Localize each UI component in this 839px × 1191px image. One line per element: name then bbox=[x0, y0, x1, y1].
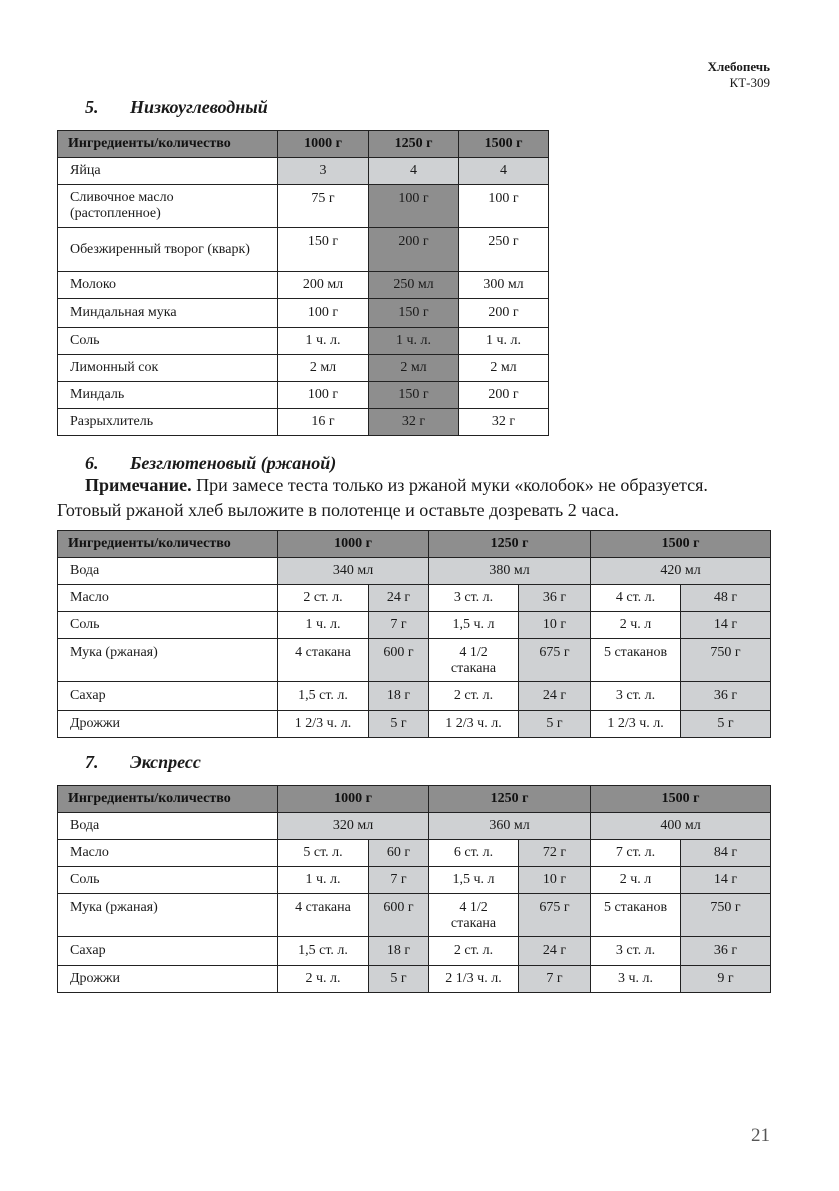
cell-value: 10 г bbox=[519, 867, 591, 894]
cell-value: 7 ст. л. bbox=[591, 840, 681, 867]
cell-value: 200 г bbox=[369, 228, 459, 272]
col-header-1000: 1000 г bbox=[278, 531, 429, 558]
ingredient-name: Молоко bbox=[58, 272, 278, 299]
table-row bbox=[58, 158, 549, 185]
ingredient-name: Соль bbox=[58, 867, 278, 894]
cell-value: 2 ст. л. bbox=[429, 682, 519, 711]
note-text-1: При замесе теста только из ржаной муки «колобок» не образуется. bbox=[191, 475, 708, 495]
ingredient-name: Миндаль bbox=[58, 382, 278, 409]
table-row bbox=[58, 937, 771, 966]
col-header-1500: 1500 г bbox=[591, 786, 771, 813]
cell-value: 18 г bbox=[369, 937, 429, 966]
cell-value: 750 г bbox=[681, 894, 771, 937]
cell-value: 1 ч. л. bbox=[459, 328, 549, 355]
ingredient-name: Соль bbox=[58, 328, 278, 355]
table-row bbox=[58, 840, 771, 867]
note-line-1 bbox=[57, 473, 773, 498]
cell-value: 36 г bbox=[681, 937, 771, 966]
table-row bbox=[58, 328, 549, 355]
cell-value: 4 стакана bbox=[278, 639, 369, 682]
cell-value: 24 г bbox=[369, 585, 429, 612]
cell-value: 4 bbox=[459, 158, 549, 185]
cell-value: 5 г bbox=[369, 966, 429, 993]
section-6-note bbox=[57, 473, 773, 523]
cell-value: 100 г bbox=[459, 185, 549, 228]
cell-value: 2 ч. л bbox=[591, 867, 681, 894]
cell-value: 6 ст. л. bbox=[429, 840, 519, 867]
section-7-title bbox=[85, 752, 201, 773]
section-5-name: Низкоуглеводный bbox=[130, 97, 268, 117]
cell-value: 1 ч. л. bbox=[369, 328, 459, 355]
cell-value: 4 1/2 стакана bbox=[429, 894, 519, 937]
col-header-1500: 1500 г bbox=[591, 531, 771, 558]
ingredient-name: Дрожжи bbox=[58, 966, 278, 993]
table-low-carb bbox=[57, 130, 549, 436]
table-row bbox=[58, 813, 771, 840]
cell-value: 2 мл bbox=[278, 355, 369, 382]
table-row bbox=[58, 299, 549, 328]
page-header bbox=[708, 59, 770, 91]
cell-value: 7 г bbox=[519, 966, 591, 993]
cell-value: 600 г bbox=[369, 894, 429, 937]
section-7-number: 7. bbox=[85, 752, 99, 772]
cell-value: 200 г bbox=[459, 299, 549, 328]
cell-value: 5 стаканов bbox=[591, 639, 681, 682]
ingredient-name: Мука (ржаная) bbox=[58, 894, 278, 937]
ingredient-name: Соль bbox=[58, 612, 278, 639]
cell-value: 420 мл bbox=[591, 558, 771, 585]
section-6-name: Безглютеновый (ржаной) bbox=[130, 453, 337, 473]
cell-value: 2 мл bbox=[369, 355, 459, 382]
cell-value: 1,5 ч. л bbox=[429, 867, 519, 894]
col-header-1500: 1500 г bbox=[459, 131, 549, 158]
cell-value: 380 мл bbox=[429, 558, 591, 585]
table-row bbox=[58, 355, 549, 382]
cell-value: 3 bbox=[278, 158, 369, 185]
cell-value: 48 г bbox=[681, 585, 771, 612]
cell-value: 4 ст. л. bbox=[591, 585, 681, 612]
cell-value: 2 ст. л. bbox=[429, 937, 519, 966]
cell-value: 3 ст. л. bbox=[591, 937, 681, 966]
cell-value: 400 мл bbox=[591, 813, 771, 840]
cell-value: 1,5 ст. л. bbox=[278, 682, 369, 711]
cell-value: 340 мл bbox=[278, 558, 429, 585]
cell-value: 1 2/3 ч. л. bbox=[278, 711, 369, 738]
cell-value: 1 ч. л. bbox=[278, 328, 369, 355]
cell-value: 24 г bbox=[519, 682, 591, 711]
ingredient-name: Мука (ржаная) bbox=[58, 639, 278, 682]
cell-value: 250 мл bbox=[369, 272, 459, 299]
section-5-title bbox=[85, 97, 268, 118]
ingredient-name: Лимонный сок bbox=[58, 355, 278, 382]
cell-value: 1,5 ст. л. bbox=[278, 937, 369, 966]
cell-value: 2 ч. л. bbox=[278, 966, 369, 993]
table-row bbox=[58, 867, 771, 894]
cell-value: 10 г bbox=[519, 612, 591, 639]
cell-value: 7 г bbox=[369, 612, 429, 639]
cell-value: 9 г bbox=[681, 966, 771, 993]
ingredient-name: Вода bbox=[58, 558, 278, 585]
cell-value: 4 bbox=[369, 158, 459, 185]
ingredient-name: Миндальная мука bbox=[58, 299, 278, 328]
cell-value: 320 мл bbox=[278, 813, 429, 840]
col-header-ingredients: Ингредиенты/количество bbox=[58, 531, 278, 558]
table-row bbox=[58, 382, 549, 409]
cell-value: 4 стакана bbox=[278, 894, 369, 937]
ingredient-name: Обезжиренный творог (кварк) bbox=[58, 228, 278, 272]
header-model: КТ-309 bbox=[729, 75, 770, 90]
note-label: Примечание. bbox=[85, 475, 192, 495]
ingredient-name: Вода bbox=[58, 813, 278, 840]
cell-value: 100 г bbox=[278, 299, 369, 328]
cell-value: 5 ст. л. bbox=[278, 840, 369, 867]
cell-value: 3 ч. л. bbox=[591, 966, 681, 993]
cell-value: 5 г bbox=[369, 711, 429, 738]
cell-value: 2 1/3 ч. л. bbox=[429, 966, 519, 993]
ingredient-name: Сахар bbox=[58, 682, 278, 711]
ingredient-name: Сахар bbox=[58, 937, 278, 966]
cell-value: 4 1/2 стакана bbox=[429, 639, 519, 682]
cell-value: 5 г bbox=[681, 711, 771, 738]
ingredient-name: Яйца bbox=[58, 158, 278, 185]
cell-value: 84 г bbox=[681, 840, 771, 867]
cell-value: 1 ч. л. bbox=[278, 612, 369, 639]
table-row bbox=[58, 966, 771, 993]
cell-value: 2 мл bbox=[459, 355, 549, 382]
cell-value: 1 2/3 ч. л. bbox=[429, 711, 519, 738]
section-6-number: 6. bbox=[85, 453, 99, 473]
cell-value: 18 г bbox=[369, 682, 429, 711]
cell-value: 16 г bbox=[278, 409, 369, 436]
header-brand: Хлебопечь bbox=[707, 59, 770, 74]
cell-value: 150 г bbox=[278, 228, 369, 272]
cell-value: 1 ч. л. bbox=[278, 867, 369, 894]
table-row bbox=[58, 711, 771, 738]
section-7-name: Экспресс bbox=[130, 752, 201, 772]
cell-value: 100 г bbox=[369, 185, 459, 228]
cell-value: 3 ст. л. bbox=[591, 682, 681, 711]
cell-value: 200 мл bbox=[278, 272, 369, 299]
cell-value: 675 г bbox=[519, 894, 591, 937]
ingredient-name: Масло bbox=[58, 840, 278, 867]
cell-value: 600 г bbox=[369, 639, 429, 682]
cell-value: 72 г bbox=[519, 840, 591, 867]
cell-value: 14 г bbox=[681, 612, 771, 639]
ingredient-name: Масло bbox=[58, 585, 278, 612]
page-number: 21 bbox=[751, 1125, 770, 1146]
cell-value: 750 г bbox=[681, 639, 771, 682]
col-header-1000: 1000 г bbox=[278, 131, 369, 158]
cell-value: 1,5 ч. л bbox=[429, 612, 519, 639]
cell-value: 7 г bbox=[369, 867, 429, 894]
col-header-1000: 1000 г bbox=[278, 786, 429, 813]
ingredient-name: Разрыхлитель bbox=[58, 409, 278, 436]
table-row bbox=[58, 894, 771, 937]
cell-value: 32 г bbox=[459, 409, 549, 436]
table-row bbox=[58, 639, 771, 682]
cell-value: 32 г bbox=[369, 409, 459, 436]
note-line-2: Готовый ржаной хлеб выложите в полотенце и оставьте дозревать 2 часа. bbox=[57, 500, 619, 520]
cell-value: 1 2/3 ч. л. bbox=[591, 711, 681, 738]
table-row bbox=[58, 558, 771, 585]
table-row bbox=[58, 612, 771, 639]
cell-value: 2 ч. л bbox=[591, 612, 681, 639]
col-header-1250: 1250 г bbox=[369, 131, 459, 158]
table-row bbox=[58, 409, 549, 436]
table-express bbox=[57, 785, 771, 993]
cell-value: 24 г bbox=[519, 937, 591, 966]
col-header-ingredients: Ингредиенты/количество bbox=[58, 131, 278, 158]
cell-value: 100 г bbox=[278, 382, 369, 409]
table-gluten-free bbox=[57, 530, 771, 738]
col-header-1250: 1250 г bbox=[429, 786, 591, 813]
col-header-1250: 1250 г bbox=[429, 531, 591, 558]
cell-value: 150 г bbox=[369, 382, 459, 409]
cell-value: 75 г bbox=[278, 185, 369, 228]
cell-value: 14 г bbox=[681, 867, 771, 894]
table-row bbox=[58, 585, 771, 612]
cell-value: 3 ст. л. bbox=[429, 585, 519, 612]
cell-value: 2 ст. л. bbox=[278, 585, 369, 612]
ingredient-name: Сливочное масло (растопленное) bbox=[58, 185, 278, 228]
table-row bbox=[58, 272, 549, 299]
section-5-number: 5. bbox=[85, 97, 99, 117]
cell-value: 60 г bbox=[369, 840, 429, 867]
section-6-title bbox=[85, 453, 336, 474]
cell-value: 200 г bbox=[459, 382, 549, 409]
cell-value: 150 г bbox=[369, 299, 459, 328]
cell-value: 36 г bbox=[519, 585, 591, 612]
cell-value: 360 мл bbox=[429, 813, 591, 840]
ingredient-name: Дрожжи bbox=[58, 711, 278, 738]
table-row bbox=[58, 682, 771, 711]
cell-value: 250 г bbox=[459, 228, 549, 272]
col-header-ingredients: Ингредиенты/количество bbox=[58, 786, 278, 813]
table-row bbox=[58, 228, 549, 272]
cell-value: 5 г bbox=[519, 711, 591, 738]
table-row bbox=[58, 185, 549, 228]
cell-value: 300 мл bbox=[459, 272, 549, 299]
cell-value: 36 г bbox=[681, 682, 771, 711]
cell-value: 675 г bbox=[519, 639, 591, 682]
cell-value: 5 стаканов bbox=[591, 894, 681, 937]
